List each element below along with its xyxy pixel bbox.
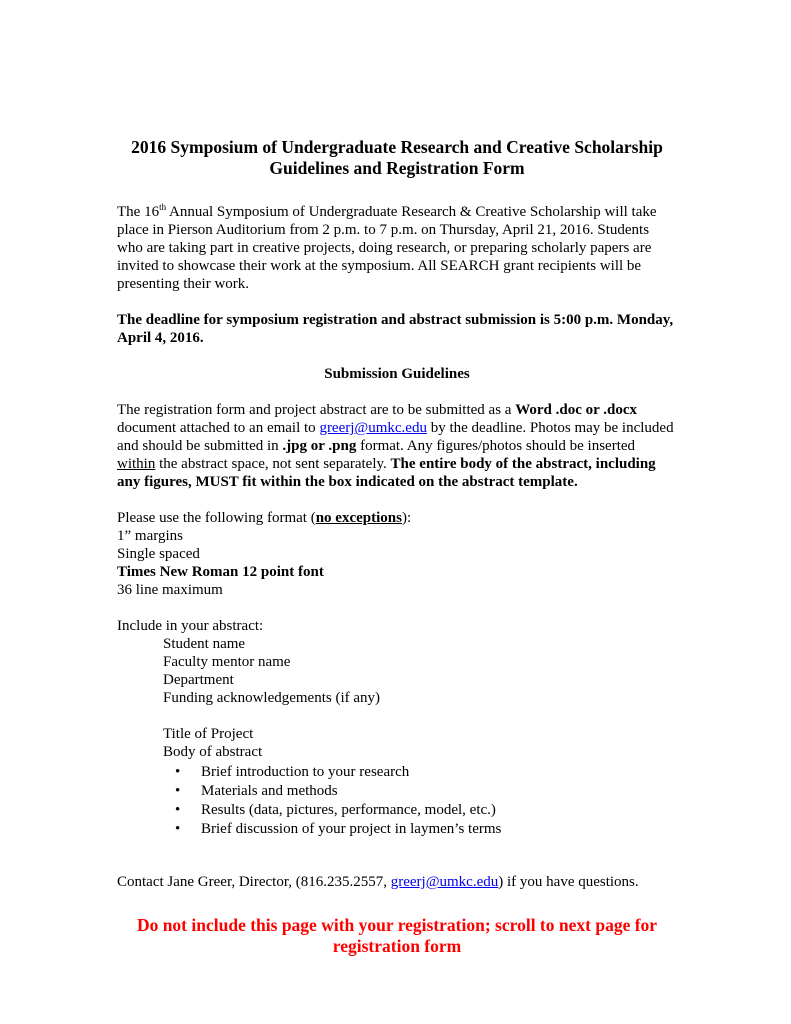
include-item: Title of Project xyxy=(163,726,254,742)
contact-text: Contact Jane Greer, Director, (816.235.2557, xyxy=(117,874,391,890)
include-item: Body of abstract xyxy=(163,744,263,760)
format-line-limit: 36 line maximum xyxy=(117,582,223,598)
guidelines-bold-format: Word .doc or .docx xyxy=(515,402,638,418)
bullet-icon: • xyxy=(175,783,181,799)
email-link[interactable]: greerj@umkc.edu xyxy=(319,420,427,436)
include-item: Student name xyxy=(163,636,246,652)
warning-notice: Do not include this page with your registration; scroll to next page for registration form xyxy=(136,915,658,956)
include-list-a xyxy=(117,635,677,761)
guidelines-text: format. Any figures/photos should be inserted xyxy=(356,438,636,454)
include-item: Department xyxy=(163,672,234,688)
include-section xyxy=(117,617,677,839)
contact-text-end: ) if you have questions. xyxy=(498,874,639,890)
format-no-exceptions: no exceptions xyxy=(315,510,402,526)
format-section xyxy=(117,509,677,599)
guidelines-text: The registration form and project abstract are to be submitted as a xyxy=(117,402,516,418)
bullet-icon: • xyxy=(175,821,181,837)
guidelines-text: document attached to an email to xyxy=(117,420,320,436)
contact-email-link[interactable]: greerj@umkc.edu xyxy=(390,874,499,890)
bullet-item xyxy=(175,782,677,801)
include-item: Faculty mentor name xyxy=(163,654,291,670)
document-title xyxy=(117,137,677,179)
guidelines-text: the abstract space, not sent separately. xyxy=(155,456,391,472)
document-page xyxy=(117,137,677,957)
guidelines-underlined-within: within xyxy=(117,456,156,472)
include-heading: Include in your abstract: xyxy=(117,618,264,634)
bullet-icon: • xyxy=(175,802,181,818)
abstract-body-bullets xyxy=(117,763,677,839)
format-spacing: Single spaced xyxy=(117,546,200,562)
include-item: Funding acknowledgements (if any) xyxy=(163,690,381,706)
guidelines-bold-requirement: The entire body of the abstract, including any figures, MUST fit within the box indicated on the abstract template. xyxy=(117,456,656,490)
format-margins: 1” margins xyxy=(117,528,183,544)
format-intro-text: Please use the following format ( xyxy=(117,510,316,526)
deadline-notice: The deadline for symposium registration and abstract submission is 5:00 p.m. Monday, April 4, 2016. xyxy=(117,312,674,346)
bullet-item xyxy=(175,820,677,839)
format-font: Times New Roman 12 point font xyxy=(117,564,324,580)
title-line-2: Guidelines and Registration Form xyxy=(269,158,525,178)
bullet-icon: • xyxy=(175,764,181,780)
guidelines-text: by the deadline. Photos may be included and should be submitted in xyxy=(117,420,674,454)
bullet-text: Brief introduction to your research xyxy=(201,764,410,780)
bullet-item xyxy=(175,763,677,782)
bullet-text: Brief discussion of your project in laymen’s terms xyxy=(201,821,502,837)
format-intro-text-end: ): xyxy=(401,510,412,526)
format-intro xyxy=(117,509,677,527)
title-line-1: 2016 Symposium of Undergraduate Research and Creative Scholarship xyxy=(131,137,663,157)
intro-superscript: th xyxy=(159,202,167,212)
intro-text-rest: Annual Symposium of Undergraduate Research & Creative Scholarship will take place in Pierson Auditorium from 2 p.m. to 7 p.m. on Thursday, April 21, 2016. Students who are taking part in creative projects, doing research, or preparing scholarly papers are invited to showcase their work at the symposium. All SEARCH grant recipients will be presenting their work. xyxy=(117,204,657,292)
submission-guidelines-heading: Submission Guidelines xyxy=(324,366,470,382)
bullet-item xyxy=(175,801,677,820)
contact-line xyxy=(117,873,677,891)
bullet-text: Materials and methods xyxy=(201,783,338,799)
bullet-text: Results (data, pictures, performance, model, etc.) xyxy=(201,802,496,818)
guidelines-bold-image-format: .jpg or .png xyxy=(282,438,357,454)
intro-text-start: The 16 xyxy=(117,204,160,220)
guidelines-paragraph xyxy=(117,401,677,491)
intro-paragraph xyxy=(117,203,677,293)
